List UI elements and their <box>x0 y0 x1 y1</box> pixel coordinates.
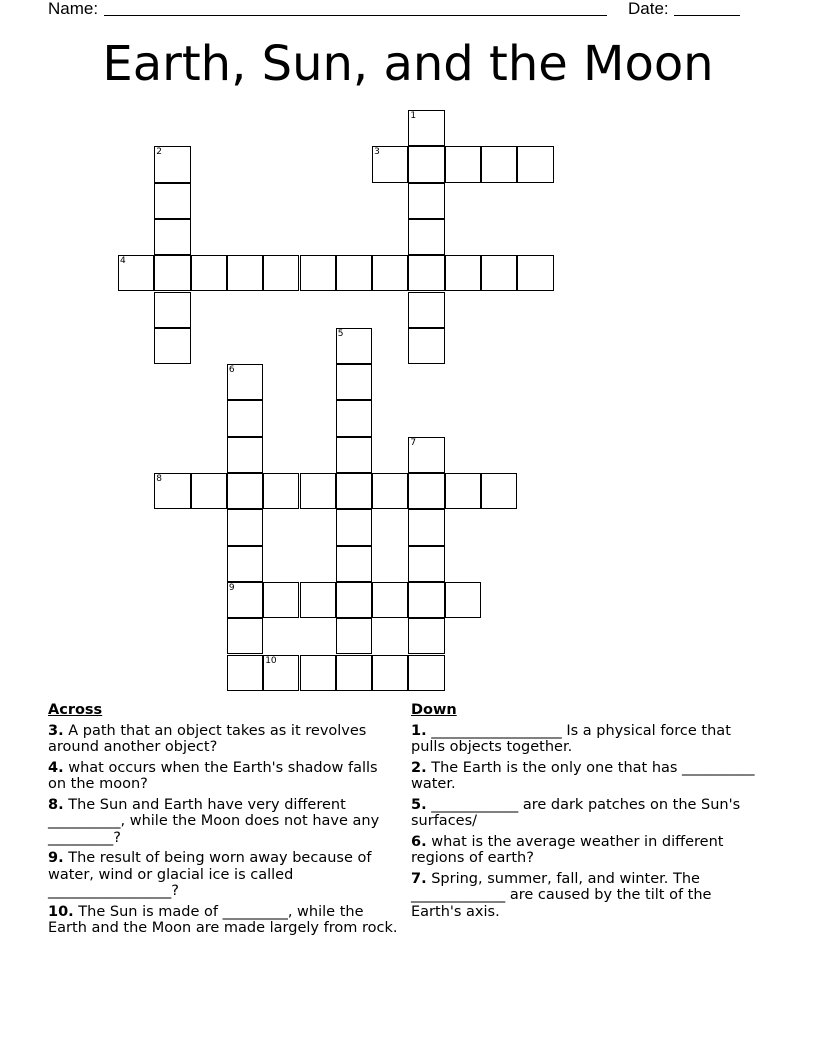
clue-number: 2 <box>156 147 163 158</box>
grid-cell[interactable] <box>336 582 372 618</box>
grid-cell[interactable] <box>154 183 190 219</box>
grid-cell[interactable] <box>300 255 336 291</box>
grid-cell[interactable] <box>408 655 444 691</box>
grid-cell[interactable] <box>227 473 263 509</box>
grid-cell[interactable] <box>336 509 372 545</box>
clue-number: 8 <box>156 474 163 484</box>
grid-cell[interactable] <box>408 219 444 255</box>
grid-cell[interactable] <box>227 364 263 400</box>
grid-cell[interactable] <box>336 618 372 654</box>
grid-cell[interactable] <box>154 219 190 255</box>
grid-cell[interactable] <box>336 328 372 364</box>
grid-cell[interactable] <box>227 509 263 545</box>
grid-cell[interactable] <box>336 364 372 400</box>
grid-cell[interactable] <box>408 437 444 473</box>
down-heading: Down <box>411 702 457 718</box>
grid-cell[interactable] <box>408 292 444 328</box>
grid-cell[interactable] <box>481 473 517 509</box>
grid-cell[interactable] <box>227 618 263 654</box>
grid-cell[interactable] <box>336 655 372 691</box>
down-clue: 5. ____________ are dark patches on the Sun's surfaces/ <box>411 796 741 829</box>
grid-cell[interactable] <box>263 582 299 618</box>
grid-cell[interactable] <box>118 255 154 291</box>
grid-cell[interactable] <box>408 328 444 364</box>
grid-cell[interactable] <box>481 146 517 182</box>
date-label: Date: <box>628 0 669 18</box>
grid-cell[interactable] <box>408 473 444 509</box>
grid-cell[interactable] <box>445 255 481 291</box>
grid-cell[interactable] <box>154 146 190 182</box>
grid-cell[interactable] <box>408 255 444 291</box>
grid-cell[interactable] <box>408 618 444 654</box>
across-clue: 4. what occurs when the Earth's shadow falls on the moon? <box>48 759 378 792</box>
clue-number: 10 <box>265 655 277 666</box>
clue-number: 6 <box>228 365 235 376</box>
grid-cell[interactable] <box>445 582 481 618</box>
clue-number: 1 <box>410 111 417 121</box>
across-clues <box>48 702 400 941</box>
grid-cell[interactable] <box>227 546 263 582</box>
grid-cell[interactable] <box>517 146 553 182</box>
grid-cell[interactable] <box>227 655 263 691</box>
down-clues <box>411 702 763 924</box>
grid-cell[interactable] <box>191 473 227 509</box>
grid-cell[interactable] <box>191 255 227 291</box>
grid-cell[interactable] <box>300 655 336 691</box>
grid-cell[interactable] <box>227 255 263 291</box>
across-clue: 3. A path that an object takes as it revolves around another object? <box>48 722 367 755</box>
grid-cell[interactable] <box>154 328 190 364</box>
grid-cell[interactable] <box>336 255 372 291</box>
across-clue: 8. The Sun and Earth have very different __________, while the Moon does not have any _________? <box>48 796 380 846</box>
grid-cell[interactable] <box>408 183 444 219</box>
clue-number: 4 <box>120 256 126 267</box>
grid-cell[interactable] <box>336 546 372 582</box>
grid-cell[interactable] <box>227 437 263 473</box>
grid-cell[interactable] <box>227 400 263 436</box>
clue-number: 9 <box>228 582 235 593</box>
grid-cell[interactable] <box>481 255 517 291</box>
grid-cell[interactable] <box>517 255 553 291</box>
down-clue: 7. Spring, summer, fall, and winter. The _____________ are caused by the tilt of the Earth's axis. <box>411 870 712 920</box>
down-clue: 2. The Earth is the only one that has __________ water. <box>411 759 755 792</box>
grid-cell[interactable] <box>336 437 372 473</box>
grid-cell[interactable] <box>300 582 336 618</box>
down-clue: 1. __________________ Is a physical force that pulls objects together. <box>411 722 731 755</box>
grid-cell[interactable] <box>372 473 408 509</box>
grid-cell[interactable] <box>408 509 444 545</box>
grid-cell[interactable] <box>408 146 444 182</box>
across-heading: Across <box>48 702 103 718</box>
grid-cell[interactable] <box>408 582 444 618</box>
grid-cell[interactable] <box>263 255 299 291</box>
grid-cell[interactable] <box>336 400 372 436</box>
across-clue: 9. The result of being worn away because of water, wind or glacial ice is called _________________? <box>48 850 372 899</box>
grid-cell[interactable] <box>336 473 372 509</box>
grid-cell[interactable] <box>372 655 408 691</box>
grid-cell[interactable] <box>154 255 190 291</box>
page-title: Earth, Sun, and the Moon <box>102 36 714 92</box>
clue-number: 5 <box>337 328 344 339</box>
across-clue: 10. The Sun is made of _________, while the Earth and the Moon are made largely from rock. <box>48 903 398 936</box>
name-label: Name: <box>48 0 99 18</box>
clue-number: 7 <box>410 437 417 448</box>
grid-cell[interactable] <box>372 255 408 291</box>
down-clue: 6. what is the average weather in different regions of earth? <box>411 833 724 866</box>
grid-cell[interactable] <box>263 655 299 691</box>
grid-cell[interactable] <box>372 146 408 182</box>
grid-cell[interactable] <box>372 582 408 618</box>
grid-cell[interactable] <box>263 473 299 509</box>
grid-cell[interactable] <box>445 473 481 509</box>
grid-cell[interactable] <box>154 292 190 328</box>
grid-cell[interactable] <box>300 473 336 509</box>
grid-cell[interactable] <box>154 473 190 509</box>
grid-cell[interactable] <box>445 146 481 182</box>
grid-cell[interactable] <box>408 546 444 582</box>
clue-number: 3 <box>374 147 380 158</box>
grid-cell[interactable] <box>408 110 444 146</box>
grid-cell[interactable] <box>227 582 263 618</box>
